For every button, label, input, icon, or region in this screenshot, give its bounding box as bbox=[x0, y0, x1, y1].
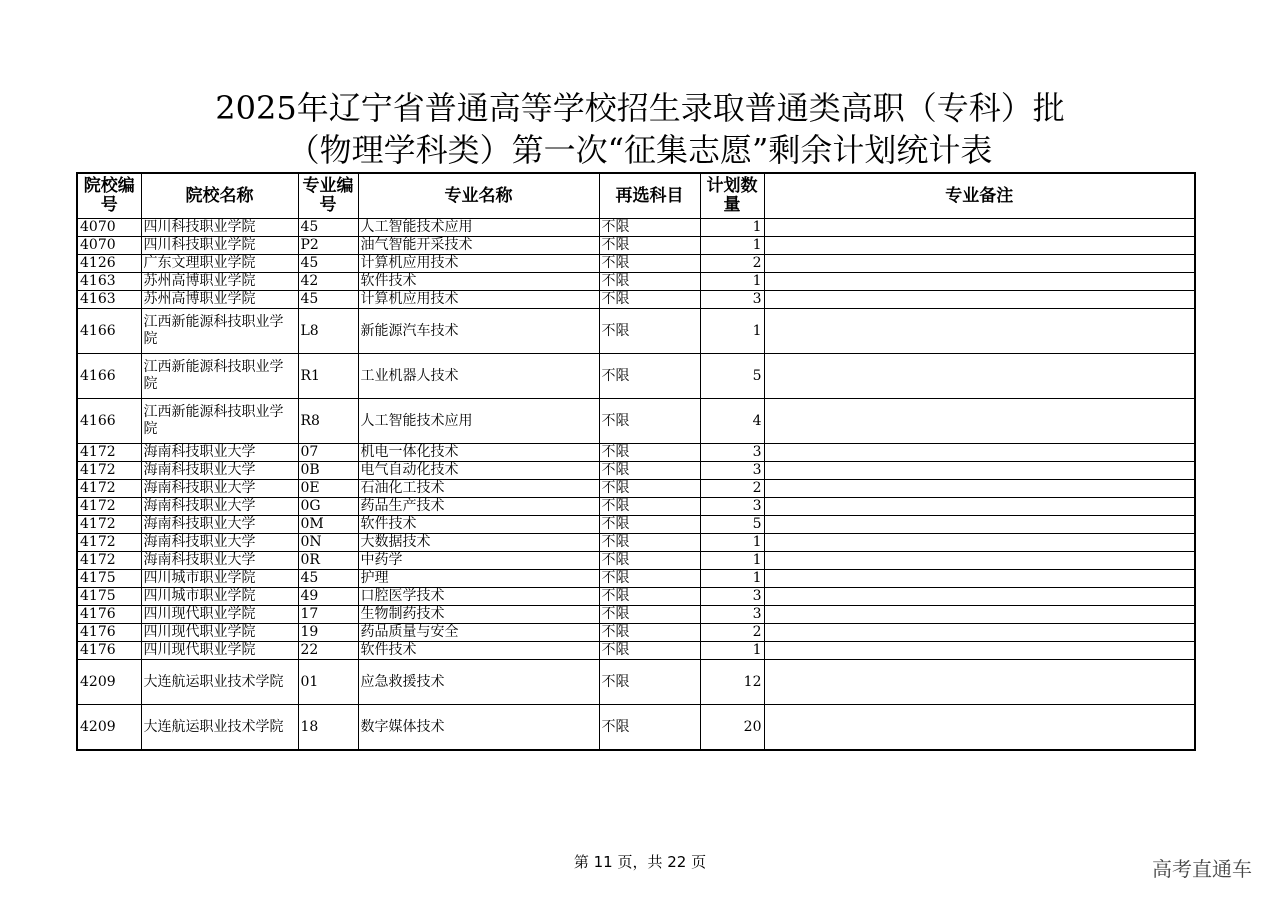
cell-school-code: 4070 bbox=[77, 219, 141, 237]
cell-remark bbox=[764, 237, 1195, 255]
table-row bbox=[77, 534, 1195, 552]
page-number: 第 11 页，共 22 页 bbox=[573, 853, 707, 871]
table-row bbox=[77, 255, 1195, 273]
cell-major-name: 大数据技术 bbox=[358, 534, 599, 552]
cell-major-name: 计算机应用技术 bbox=[358, 255, 599, 273]
cell-major-code: L8 bbox=[298, 309, 358, 354]
cell-subject-requirement: 不限 bbox=[599, 624, 700, 642]
cell-major-name: 人工智能技术应用 bbox=[358, 219, 599, 237]
cell-major-name: 油气智能开采技术 bbox=[358, 237, 599, 255]
cell-school-name: 大连航运职业技术学院 bbox=[141, 660, 298, 705]
cell-remark bbox=[764, 273, 1195, 291]
cell-major-name: 应急救援技术 bbox=[358, 660, 599, 705]
cell-major-name: 药品生产技术 bbox=[358, 498, 599, 516]
cell-remark bbox=[764, 705, 1195, 751]
cell-remark bbox=[764, 291, 1195, 309]
cell-remark bbox=[764, 588, 1195, 606]
cell-school-name: 广东文理职业学院 bbox=[141, 255, 298, 273]
table-row bbox=[77, 480, 1195, 498]
cell-subject-requirement: 不限 bbox=[599, 444, 700, 462]
cell-major-code: 45 bbox=[298, 219, 358, 237]
cell-major-code: 0R bbox=[298, 552, 358, 570]
table-row bbox=[77, 399, 1195, 444]
table-header-row bbox=[77, 173, 1195, 219]
cell-school-name: 海南科技职业大学 bbox=[141, 498, 298, 516]
cell-major-name: 软件技术 bbox=[358, 516, 599, 534]
table-row bbox=[77, 462, 1195, 480]
cell-subject-requirement: 不限 bbox=[599, 255, 700, 273]
cell-plan-count: 2 bbox=[700, 480, 764, 498]
cell-remark bbox=[764, 480, 1195, 498]
cell-major-code: 22 bbox=[298, 642, 358, 660]
cell-remark bbox=[764, 606, 1195, 624]
table-row bbox=[77, 237, 1195, 255]
cell-major-name: 软件技术 bbox=[358, 273, 599, 291]
header-plan-count: 计划数量 bbox=[700, 173, 764, 219]
cell-subject-requirement: 不限 bbox=[599, 309, 700, 354]
cell-school-name: 大连航运职业技术学院 bbox=[141, 705, 298, 751]
header-school-code: 院校编号 bbox=[77, 173, 141, 219]
cell-major-code: 19 bbox=[298, 624, 358, 642]
cell-plan-count: 3 bbox=[700, 588, 764, 606]
cell-school-code: 4163 bbox=[77, 291, 141, 309]
cell-subject-requirement: 不限 bbox=[599, 237, 700, 255]
table-row bbox=[77, 660, 1195, 705]
cell-plan-count: 1 bbox=[700, 237, 764, 255]
cell-plan-count: 1 bbox=[700, 642, 764, 660]
table-row bbox=[77, 552, 1195, 570]
cell-school-code: 4172 bbox=[77, 516, 141, 534]
cell-plan-count: 1 bbox=[700, 534, 764, 552]
cell-major-code: 42 bbox=[298, 273, 358, 291]
cell-major-code: 49 bbox=[298, 588, 358, 606]
cell-major-code: R1 bbox=[298, 354, 358, 399]
cell-school-code: 4176 bbox=[77, 624, 141, 642]
table-row bbox=[77, 273, 1195, 291]
cell-school-name: 海南科技职业大学 bbox=[141, 444, 298, 462]
table-row bbox=[77, 624, 1195, 642]
cell-major-name: 电气自动化技术 bbox=[358, 462, 599, 480]
cell-subject-requirement: 不限 bbox=[599, 354, 700, 399]
cell-major-code: 0B bbox=[298, 462, 358, 480]
cell-school-name: 江西新能源科技职业学院 bbox=[141, 354, 298, 399]
cell-plan-count: 20 bbox=[700, 705, 764, 751]
table-row bbox=[77, 498, 1195, 516]
cell-major-name: 人工智能技术应用 bbox=[358, 399, 599, 444]
cell-school-name: 四川城市职业学院 bbox=[141, 588, 298, 606]
cell-major-code: 45 bbox=[298, 291, 358, 309]
cell-remark bbox=[764, 642, 1195, 660]
cell-subject-requirement: 不限 bbox=[599, 534, 700, 552]
cell-plan-count: 1 bbox=[700, 552, 764, 570]
cell-major-name: 生物制药技术 bbox=[358, 606, 599, 624]
cell-plan-count: 3 bbox=[700, 291, 764, 309]
cell-major-code: 07 bbox=[298, 444, 358, 462]
table-body bbox=[77, 219, 1195, 751]
cell-subject-requirement: 不限 bbox=[599, 660, 700, 705]
cell-major-name: 新能源汽车技术 bbox=[358, 309, 599, 354]
cell-school-code: 4172 bbox=[77, 552, 141, 570]
cell-major-name: 数字媒体技术 bbox=[358, 705, 599, 751]
table-row bbox=[77, 309, 1195, 354]
cell-school-name: 四川城市职业学院 bbox=[141, 570, 298, 588]
cell-major-code: 0E bbox=[298, 480, 358, 498]
cell-major-code: 45 bbox=[298, 570, 358, 588]
cell-subject-requirement: 不限 bbox=[599, 291, 700, 309]
cell-school-name: 苏州高博职业学院 bbox=[141, 273, 298, 291]
cell-plan-count: 1 bbox=[700, 273, 764, 291]
cell-subject-requirement: 不限 bbox=[599, 642, 700, 660]
cell-plan-count: 1 bbox=[700, 309, 764, 354]
cell-remark bbox=[764, 444, 1195, 462]
cell-school-name: 海南科技职业大学 bbox=[141, 480, 298, 498]
cell-major-code: 18 bbox=[298, 705, 358, 751]
cell-major-name: 工业机器人技术 bbox=[358, 354, 599, 399]
cell-school-code: 4126 bbox=[77, 255, 141, 273]
cell-school-name: 四川现代职业学院 bbox=[141, 642, 298, 660]
cell-school-name: 四川现代职业学院 bbox=[141, 606, 298, 624]
table-row bbox=[77, 642, 1195, 660]
cell-remark bbox=[764, 516, 1195, 534]
cell-remark bbox=[764, 399, 1195, 444]
cell-school-name: 海南科技职业大学 bbox=[141, 534, 298, 552]
cell-plan-count: 5 bbox=[700, 516, 764, 534]
cell-school-code: 4172 bbox=[77, 480, 141, 498]
cell-plan-count: 1 bbox=[700, 570, 764, 588]
cell-plan-count: 12 bbox=[700, 660, 764, 705]
cell-remark bbox=[764, 570, 1195, 588]
cell-remark bbox=[764, 660, 1195, 705]
table-row bbox=[77, 570, 1195, 588]
cell-plan-count: 2 bbox=[700, 255, 764, 273]
cell-remark bbox=[764, 219, 1195, 237]
cell-school-code: 4209 bbox=[77, 705, 141, 751]
cell-subject-requirement: 不限 bbox=[599, 552, 700, 570]
cell-subject-requirement: 不限 bbox=[599, 516, 700, 534]
cell-subject-requirement: 不限 bbox=[599, 606, 700, 624]
table-row bbox=[77, 606, 1195, 624]
cell-plan-count: 3 bbox=[700, 444, 764, 462]
cell-subject-requirement: 不限 bbox=[599, 498, 700, 516]
cell-remark bbox=[764, 354, 1195, 399]
cell-plan-count: 2 bbox=[700, 624, 764, 642]
cell-school-name: 海南科技职业大学 bbox=[141, 516, 298, 534]
cell-school-name: 海南科技职业大学 bbox=[141, 552, 298, 570]
cell-school-code: 4172 bbox=[77, 498, 141, 516]
table-row bbox=[77, 354, 1195, 399]
cell-school-code: 4209 bbox=[77, 660, 141, 705]
table-row bbox=[77, 219, 1195, 237]
cell-major-name: 护理 bbox=[358, 570, 599, 588]
cell-subject-requirement: 不限 bbox=[599, 219, 700, 237]
table-row bbox=[77, 516, 1195, 534]
cell-subject-requirement: 不限 bbox=[599, 462, 700, 480]
header-major-code: 专业编号 bbox=[298, 173, 358, 219]
cell-subject-requirement: 不限 bbox=[599, 570, 700, 588]
cell-school-code: 4166 bbox=[77, 399, 141, 444]
cell-plan-count: 3 bbox=[700, 462, 764, 480]
cell-school-code: 4166 bbox=[77, 354, 141, 399]
cell-major-name: 口腔医学技术 bbox=[358, 588, 599, 606]
cell-major-code: P2 bbox=[298, 237, 358, 255]
cell-major-code: 01 bbox=[298, 660, 358, 705]
cell-school-name: 海南科技职业大学 bbox=[141, 462, 298, 480]
cell-plan-count: 3 bbox=[700, 498, 764, 516]
table-row bbox=[77, 588, 1195, 606]
cell-remark bbox=[764, 309, 1195, 354]
cell-subject-requirement: 不限 bbox=[599, 399, 700, 444]
cell-school-code: 4070 bbox=[77, 237, 141, 255]
cell-major-name: 软件技术 bbox=[358, 642, 599, 660]
cell-plan-count: 4 bbox=[700, 399, 764, 444]
cell-school-code: 4172 bbox=[77, 534, 141, 552]
cell-school-name: 四川科技职业学院 bbox=[141, 219, 298, 237]
cell-plan-count: 1 bbox=[700, 219, 764, 237]
cell-school-name: 江西新能源科技职业学院 bbox=[141, 399, 298, 444]
cell-subject-requirement: 不限 bbox=[599, 273, 700, 291]
cell-major-name: 计算机应用技术 bbox=[358, 291, 599, 309]
cell-major-code: 0N bbox=[298, 534, 358, 552]
cell-school-code: 4172 bbox=[77, 444, 141, 462]
cell-remark bbox=[764, 462, 1195, 480]
cell-subject-requirement: 不限 bbox=[599, 588, 700, 606]
cell-school-code: 4176 bbox=[77, 606, 141, 624]
cell-plan-count: 5 bbox=[700, 354, 764, 399]
cell-school-code: 4175 bbox=[77, 570, 141, 588]
cell-school-name: 苏州高博职业学院 bbox=[141, 291, 298, 309]
cell-major-code: 45 bbox=[298, 255, 358, 273]
document-title-line-2: （物理学科类）第一次“征集志愿”剩余计划统计表 bbox=[287, 131, 993, 169]
table-row bbox=[77, 291, 1195, 309]
cell-school-name: 四川科技职业学院 bbox=[141, 237, 298, 255]
cell-remark bbox=[764, 498, 1195, 516]
watermark-text: 高考直通车 bbox=[1152, 857, 1252, 881]
cell-remark bbox=[764, 534, 1195, 552]
cell-school-code: 4166 bbox=[77, 309, 141, 354]
cell-major-name: 中药学 bbox=[358, 552, 599, 570]
cell-subject-requirement: 不限 bbox=[599, 705, 700, 751]
cell-subject-requirement: 不限 bbox=[599, 480, 700, 498]
cell-major-name: 药品质量与安全 bbox=[358, 624, 599, 642]
cell-major-name: 机电一体化技术 bbox=[358, 444, 599, 462]
cell-major-code: 0G bbox=[298, 498, 358, 516]
cell-remark bbox=[764, 255, 1195, 273]
header-remark: 专业备注 bbox=[764, 173, 1195, 219]
cell-remark bbox=[764, 624, 1195, 642]
plan-table bbox=[76, 172, 1196, 751]
cell-remark bbox=[764, 552, 1195, 570]
cell-plan-count: 3 bbox=[700, 606, 764, 624]
document-title-line-1: 2025年辽宁省普通高等学校招生录取普通类高职（专科）批 bbox=[215, 89, 1065, 127]
header-major-name: 专业名称 bbox=[358, 173, 599, 219]
cell-school-name: 四川现代职业学院 bbox=[141, 624, 298, 642]
cell-major-code: 0M bbox=[298, 516, 358, 534]
header-subject-requirement: 再选科目 bbox=[599, 173, 700, 219]
cell-school-code: 4172 bbox=[77, 462, 141, 480]
cell-school-code: 4175 bbox=[77, 588, 141, 606]
cell-major-code: R8 bbox=[298, 399, 358, 444]
cell-school-code: 4163 bbox=[77, 273, 141, 291]
header-school-name: 院校名称 bbox=[141, 173, 298, 219]
cell-major-name: 石油化工技术 bbox=[358, 480, 599, 498]
cell-school-code: 4176 bbox=[77, 642, 141, 660]
table-row bbox=[77, 705, 1195, 751]
cell-school-name: 江西新能源科技职业学院 bbox=[141, 309, 298, 354]
table-row bbox=[77, 444, 1195, 462]
cell-major-code: 17 bbox=[298, 606, 358, 624]
